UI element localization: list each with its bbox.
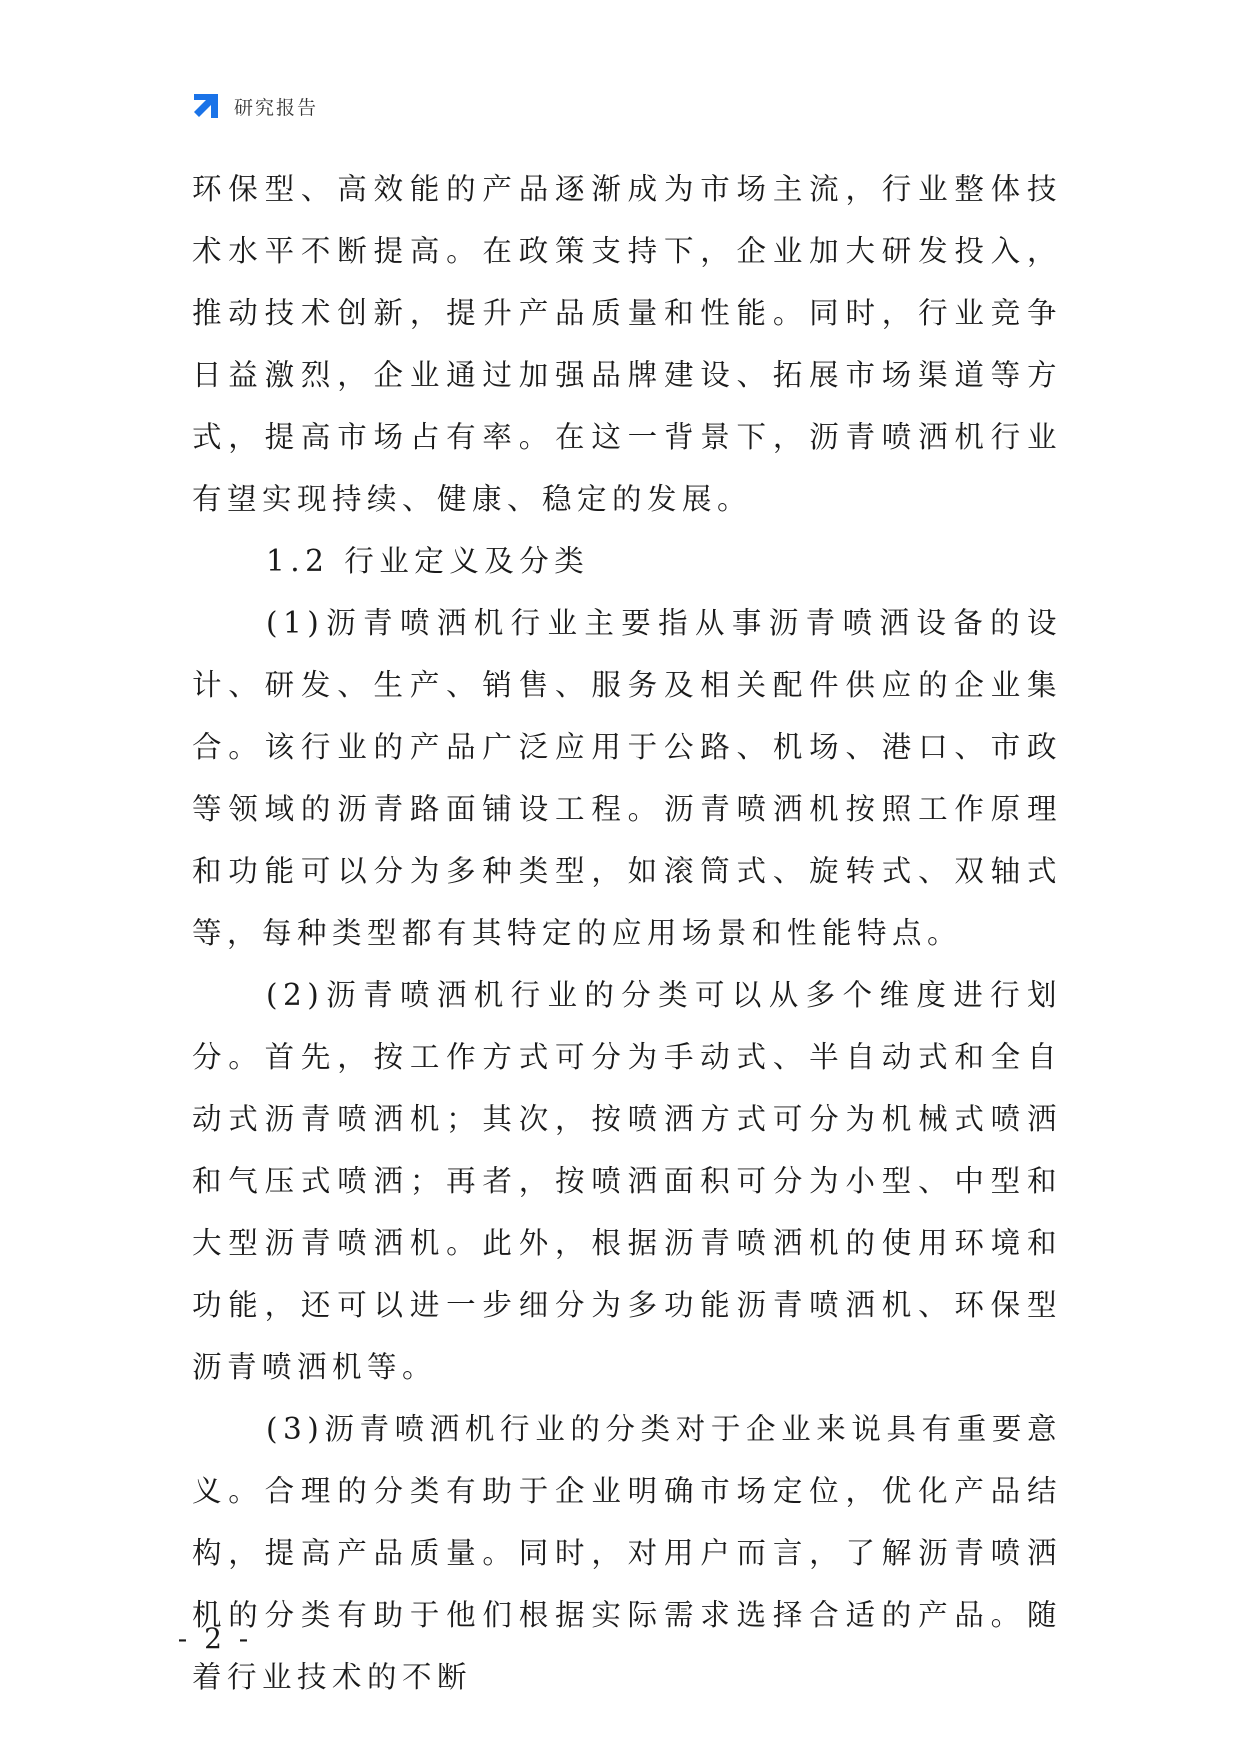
paragraph-2: (2)沥青喷洒机行业的分类可以从多个维度进行划分。首先，按工作方式可分为手动式、半自动式和全自动式沥青喷洒机；其次，按喷洒方式可分为机械式喷洒和气压式喷洒；再者，按喷洒面积可分为小型、中型和大型沥青喷洒机。此外，根据沥青喷洒机的使用环境和功能，还可以进一步细分为多功能沥青喷洒机、环保型沥青喷洒机等。 [192,978,1062,1384]
section-heading: 1.2 行业定义及分类 [266,544,590,578]
page-number: - 2 - [177,1622,253,1655]
arrow-up-right-icon [190,90,222,122]
paragraph-1: (1)沥青喷洒机行业主要指从事沥青喷洒设备的设计、研发、生产、销售、服务及相关配件供应的企业集合。该行业的产品广泛应用于公路、机场、港口、市政等领域的沥青路面铺设工程。沥青喷洒机按照工作原理和功能可以分为多种类型，如滚筒式、旋转式、双轴式等，每种类型都有其特定的应用场景和性能特点。 [192,606,1062,950]
paragraph-intro: 环保型、高效能的产品逐渐成为市场主流，行业整体技术水平不断提高。在政策支持下，企业加大研发投入，推动技术创新，提升产品质量和性能。同时，行业竞争日益激烈，企业通过加强品牌建设、拓展市场渠道等方式，提高市场占有率。在这一背景下，沥青喷洒机行业有望实现持续、健康、稳定的发展。 [192,172,1062,516]
paragraph-3: (3)沥青喷洒机行业的分类对于企业来说具有重要意义。合理的分类有助于企业明确市场定位，优化产品结构，提高产品质量。同时，对用户而言，了解沥青喷洒机的分类有助于他们根据实际需求选择合适的产品。随着行业技术的不断 [192,1412,1062,1694]
document-body [192,158,1062,1708]
page-header [190,88,318,124]
header-title: 研究报告 [234,96,319,119]
